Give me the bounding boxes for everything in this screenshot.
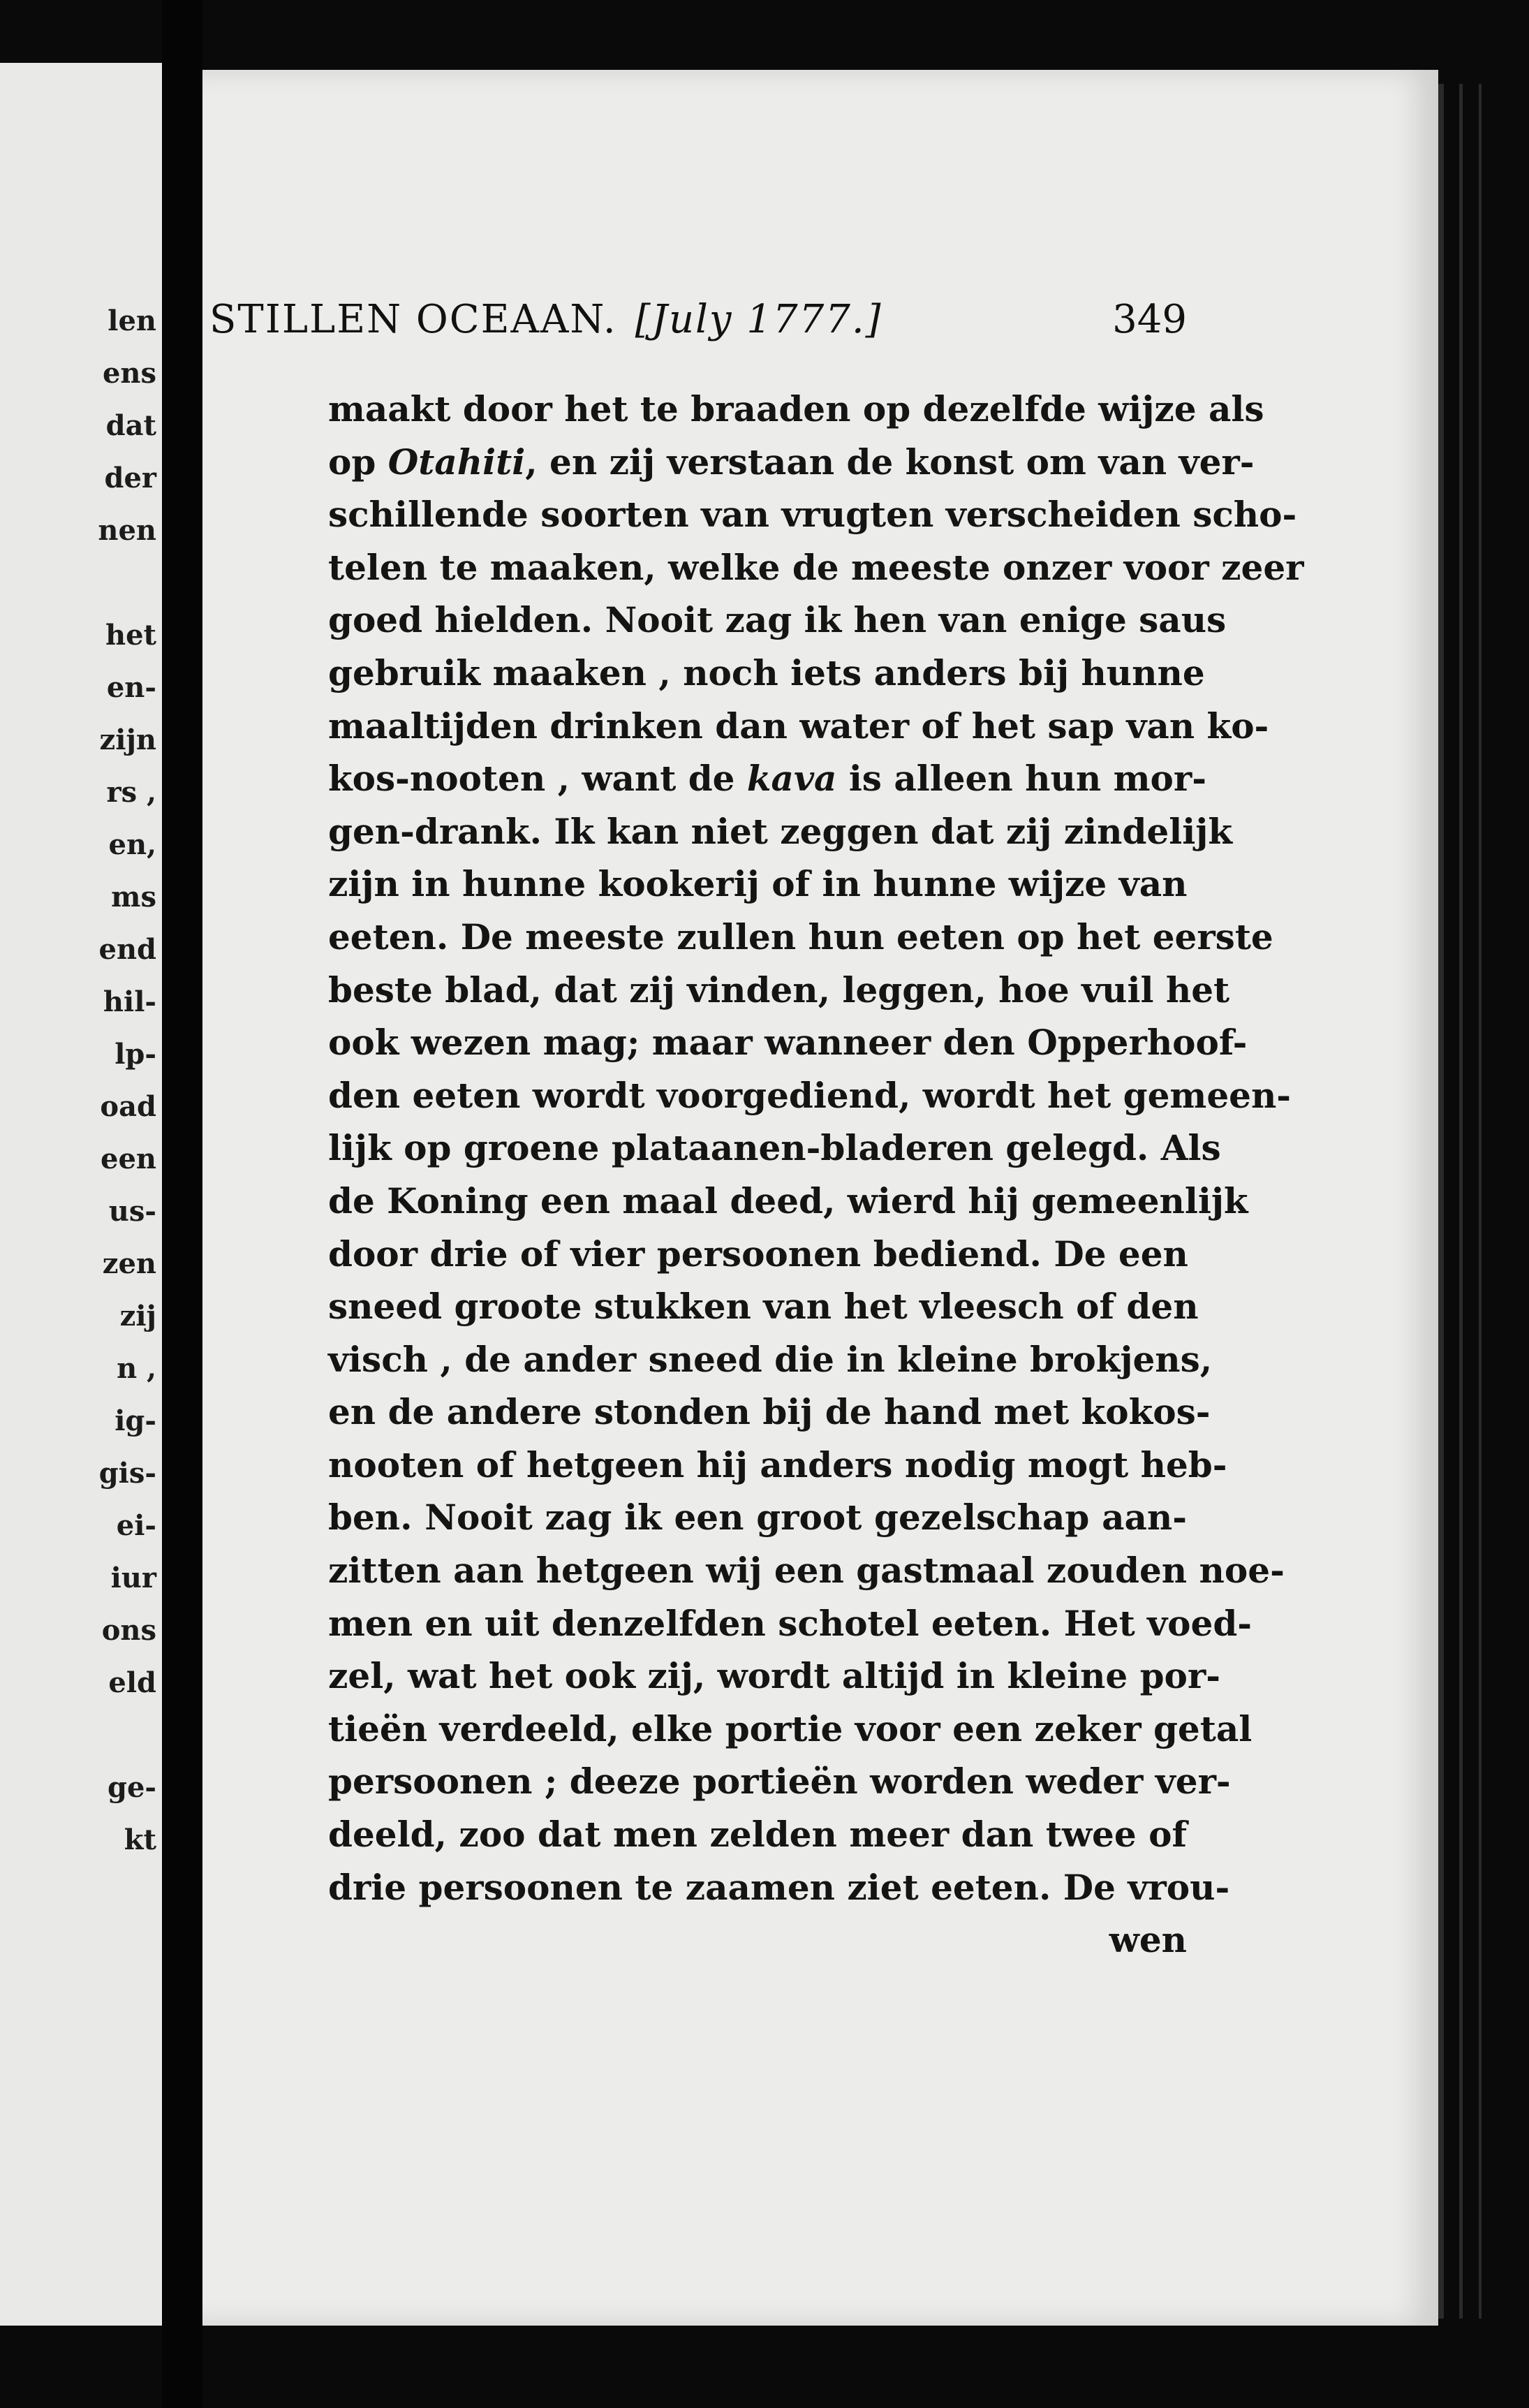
text-run: is alleen hun mor- — [836, 758, 1206, 800]
text-run: tieën verdeeld, elke portie voor een zeker getal — [328, 1708, 1253, 1749]
facing-page-fragment: kt — [124, 1823, 156, 1856]
text-line — [328, 1808, 1187, 1861]
text-line — [328, 541, 1304, 594]
text-run: kos-nooten , want de — [328, 758, 747, 800]
text-line — [328, 1861, 1230, 1914]
facing-page-fragment: een — [101, 1143, 156, 1175]
facing-page-fragment: ig- — [115, 1404, 156, 1437]
facing-page-fragment: en, — [108, 828, 156, 861]
text-line — [328, 594, 1227, 647]
text-run: visch , de ander sneed die in kleine brokjens, — [328, 1338, 1213, 1380]
text-line — [328, 1491, 1187, 1544]
facing-page-fragment: ge- — [107, 1771, 156, 1804]
text-line — [328, 1544, 1285, 1597]
text-run: en de andere stonden bij de hand met kokos- — [328, 1391, 1211, 1433]
page-header — [209, 223, 1194, 342]
text-run: schillende soorten van vrugten verscheiden scho- — [328, 494, 1297, 536]
text-line — [328, 805, 1232, 858]
facing-page-fragment: ei- — [116, 1509, 156, 1542]
text-run: lijk op groene plataanen-bladeren gelegd. Als — [328, 1127, 1221, 1169]
text-run: door drie of vier persoonen bediend. De een — [328, 1233, 1188, 1275]
text-run: maaltijden drinken dan water of het sap van ko- — [328, 705, 1269, 747]
text-line — [328, 911, 1273, 964]
facing-page-fragment: dat — [105, 409, 156, 442]
facing-page-fragment: us- — [108, 1195, 156, 1228]
text-run: zitten aan hetgeen wij een gastmaal zouden noe- — [328, 1550, 1285, 1592]
text-line — [328, 1597, 1253, 1650]
text-run: drie persoonen te zaamen ziet eeten. De vrou- — [328, 1866, 1230, 1908]
text-line — [328, 1069, 1292, 1122]
page-edge-line — [1438, 84, 1444, 2319]
page-edge-line — [1459, 84, 1463, 2319]
text-run: beste blad, dat zij vinden, leggen, hoe vuil het — [328, 969, 1230, 1011]
text-run: ook wezen mag; maar wanneer den Opperhoof- — [328, 1022, 1248, 1064]
facing-page-fragment: hil- — [103, 985, 156, 1018]
facing-page-fragment: ms — [111, 881, 156, 913]
facing-page-fragment: oad — [100, 1090, 156, 1123]
facing-page-fragment: en- — [106, 671, 156, 704]
facing-page-fragment: end — [98, 933, 156, 966]
facing-page-fragment: zen — [102, 1247, 156, 1280]
text-line — [328, 1228, 1187, 1281]
text-line — [328, 1122, 1221, 1175]
text-line — [328, 1439, 1227, 1492]
text-line — [328, 647, 1205, 700]
text-run: gen-drank. Ik kan niet zeggen dat zij zindelijk — [328, 810, 1232, 852]
text-run: eeten. De meeste zullen hun eeten op het eerste — [328, 916, 1273, 957]
facing-page-fragment: der — [104, 462, 156, 494]
text-line — [328, 1333, 1213, 1386]
catchword: wen — [1109, 1919, 1187, 1961]
facing-page-fragment: iur — [110, 1562, 156, 1594]
page-number: 349 — [1112, 297, 1187, 342]
facing-page-edge — [0, 63, 162, 2326]
facing-page-fragment: rs , — [106, 776, 156, 809]
text-run: nooten of hetgeen hij anders nodig mogt heb- — [328, 1444, 1227, 1485]
text-line — [328, 700, 1269, 753]
facing-page-fragment: n , — [117, 1352, 156, 1385]
text-run: , en zij verstaan de konst om van ver- — [525, 441, 1255, 483]
text-run: ben. Nooit zag ik een groot gezelschap aan- — [328, 1497, 1187, 1539]
text-line — [328, 1650, 1220, 1703]
text-run: deeld, zoo dat men zelden meer dan twee of — [328, 1814, 1187, 1856]
text-run: gebruik maaken , noch iets anders bij hunne — [328, 652, 1205, 693]
facing-page-fragment: zijn — [99, 724, 156, 756]
text-line — [328, 1703, 1253, 1756]
text-line — [328, 1175, 1248, 1228]
italic-term: Otahiti — [387, 441, 526, 483]
text-run: men en uit denzelfden schotel eeten. Het voed- — [328, 1602, 1253, 1644]
body-text — [328, 383, 1304, 1967]
page-edge-line — [1479, 84, 1482, 2319]
text-run: den eeten wordt voorgediend, wordt het gemeen- — [328, 1074, 1292, 1116]
facing-page-fragment: zij — [119, 1300, 156, 1333]
facing-page-fragment: ons — [101, 1614, 156, 1647]
facing-page-fragment: len — [108, 304, 156, 337]
text-line — [328, 752, 1206, 805]
text-line — [328, 488, 1297, 541]
text-line — [328, 964, 1230, 1017]
text-run: goed hielden. Nooit zag ik hen van enige saus — [328, 599, 1227, 641]
text-run: persoonen ; deeze portieën worden weder ver- — [328, 1761, 1231, 1803]
running-head-date: [July 1777.] — [635, 297, 882, 342]
facing-page-fragment: eld — [108, 1666, 156, 1699]
text-run: sneed groote stukken van het vleesch of den — [328, 1286, 1199, 1328]
text-line — [328, 1016, 1248, 1069]
running-head-title: STILLEN OCEAAN. — [209, 297, 617, 342]
text-run: de Koning een maal deed, wierd hij gemeenlijk — [328, 1180, 1248, 1221]
text-line — [328, 858, 1187, 911]
facing-page-fragment: ens — [102, 357, 156, 390]
facing-page-fragment: nen — [98, 514, 156, 547]
facing-page-fragment: het — [105, 619, 156, 652]
text-run: op — [328, 441, 388, 483]
text-run: maakt door het te braaden op dezelfde wijze als — [328, 388, 1264, 430]
text-run: telen te maaken, welke de meeste onzer voor zeer — [328, 546, 1304, 588]
running-head — [209, 297, 882, 342]
text-line — [328, 1755, 1231, 1808]
text-run: zel, wat het ook zij, wordt altijd in kleine por- — [328, 1655, 1220, 1697]
facing-page-fragment: gis- — [98, 1457, 156, 1490]
text-run: zijn in hunne kookerij of in hunne wijze van — [328, 863, 1188, 905]
book-gutter — [162, 0, 202, 2408]
italic-term: kava — [746, 758, 837, 800]
text-line — [328, 436, 1255, 489]
facing-page-fragment: lp- — [115, 1038, 156, 1071]
text-line — [328, 383, 1264, 436]
text-line — [328, 1386, 1211, 1439]
text-line — [328, 1280, 1199, 1333]
